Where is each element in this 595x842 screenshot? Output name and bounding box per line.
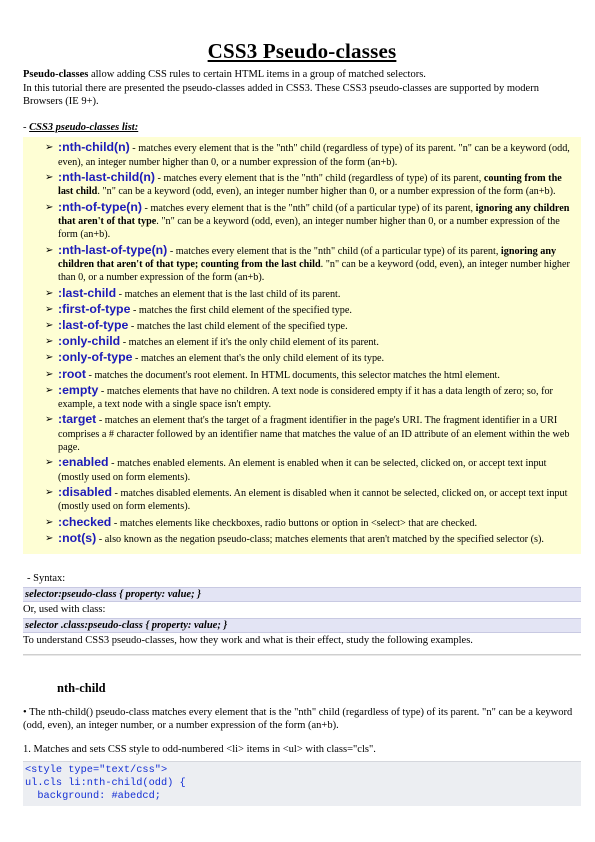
- syntax-code-2: selector .class:pseudo-class { property: value; }: [23, 618, 581, 634]
- section-paragraph-2: 1. Matches and sets CSS style to odd-numbered <li> items in <ul> with class="cls".: [23, 743, 376, 755]
- syntax-or-text: Or, used with class:: [23, 604, 106, 616]
- arrow-bullet-icon: ➢: [45, 532, 54, 544]
- list-heading-label: CSS3 pseudo-classes list:: [29, 121, 139, 133]
- arrow-bullet-icon: ➢: [45, 457, 54, 469]
- arrow-bullet-icon: ➢: [45, 320, 54, 332]
- arrow-bullet-icon: ➢: [45, 516, 54, 528]
- list-item: [45, 413, 575, 454]
- list-item: [45, 351, 575, 365]
- code-line: ul.cls li:nth-child(odd) {: [25, 777, 186, 790]
- pseudo-class-desc: - matches elements like checkboxes, radio buttons or option in <select> that are checked.: [111, 517, 477, 529]
- pseudo-class-desc: - matches every element that is the "nth" child (regardless of type) of its parent. "n" can be a keyword (odd, even), an integer number higher than 0, or a number expression of the form (an+b).: [58, 143, 570, 168]
- pseudo-class-term: :root: [58, 366, 86, 381]
- syntax-label: - Syntax:: [27, 573, 66, 585]
- pseudo-class-desc: - matches an element if it's the only child element of its parent.: [120, 337, 379, 349]
- list-item: [45, 287, 575, 301]
- intro-line-1: [23, 68, 581, 82]
- list-item: [45, 335, 575, 349]
- arrow-bullet-icon: ➢: [45, 287, 54, 299]
- arrow-bullet-icon: ➢: [45, 336, 54, 348]
- list-item: [45, 141, 575, 169]
- arrow-bullet-icon: ➢: [45, 487, 54, 499]
- code-line: <style type="text/css">: [25, 764, 168, 777]
- document-page: [23, 38, 581, 806]
- syntax-section: [23, 572, 581, 648]
- code-line: background: #abedcd;: [25, 789, 161, 802]
- list-item: [45, 532, 575, 546]
- pseudo-class-list: [45, 141, 575, 546]
- pseudo-class-term: :nth-last-of-type(n): [58, 242, 168, 257]
- list-item: [45, 516, 575, 530]
- arrow-bullet-icon: ➢: [45, 142, 54, 154]
- section-heading: nth-child: [57, 681, 106, 696]
- code-example-box: [23, 761, 581, 806]
- arrow-bullet-icon: ➢: [45, 368, 54, 380]
- pseudo-class-desc: - matches the last child element of the specified type.: [128, 321, 348, 333]
- pseudo-class-desc-rest: . "n" can be a keyword (odd, even), an integer number higher than 0, or a number expression of the form (an+b).: [58, 259, 570, 284]
- list-item: [45, 319, 575, 333]
- arrow-bullet-icon: ➢: [45, 244, 54, 256]
- arrow-bullet-icon: ➢: [45, 303, 54, 315]
- pseudo-class-desc: - matches disabled elements. An element is disabled when it cannot be selected, clicked on, or accept text input (mostly used on form elements).: [58, 488, 568, 513]
- intro-line-2: In this tutorial there are presented the pseudo-classes added in CSS3. These CSS3 pseudo-classes are supported by modern Browsers (IE 9+).: [23, 82, 539, 108]
- pseudo-class-desc: - matches an element that's the only child element of its type.: [132, 353, 385, 365]
- list-item: [45, 456, 575, 484]
- arrow-bullet-icon: ➢: [45, 352, 54, 364]
- pseudo-class-desc: - matches the document's root element. In HTML documents, this selector matches the html element.: [86, 369, 500, 381]
- list-heading: [23, 121, 581, 135]
- pseudo-class-desc-bold: ignoring any children that aren't of that type: [58, 202, 570, 227]
- section-divider: [23, 654, 581, 656]
- pseudo-class-desc: - matches enabled elements. An element is enabled when it can be selected, clicked on, or accept text input (mostly used on form elements).: [58, 458, 547, 483]
- list-item: [45, 486, 575, 514]
- pseudo-class-term: :first-of-type: [58, 301, 131, 316]
- pseudo-class-term: :enabled: [58, 455, 109, 470]
- pseudo-class-desc: - matches every element that is the "nth" child (of a particular type) of its parent,: [142, 202, 476, 214]
- list-item: [45, 384, 575, 412]
- section-paragraph-1: • The nth-child() pseudo-class matches every element that is the "nth" child (regardless of type) of its parent. "n" can be a keyword (odd, even), an integer number, or a number expression of the form (an+b).: [23, 706, 573, 732]
- pseudo-class-term: :only-of-type: [58, 350, 133, 365]
- pseudo-class-term: :last-of-type: [58, 318, 129, 333]
- pseudo-class-desc: - matches elements that have no children. A text node is considered empty if it has a data length of zero; so, for example, a text node with a single space isn't empty.: [58, 385, 553, 411]
- pseudo-class-desc: - matches every element that is the "nth" child (regardless of type) of its parent,: [155, 172, 484, 184]
- intro-paragraph: [23, 68, 581, 109]
- arrow-bullet-icon: ➢: [45, 414, 54, 426]
- intro-bold-lead: Pseudo-classes: [23, 69, 89, 80]
- pseudo-class-term: :last-child: [58, 285, 117, 300]
- pseudo-class-desc: - matches an element that is the last child of its parent.: [116, 288, 341, 300]
- pseudo-class-term: :empty: [58, 382, 99, 397]
- pseudo-class-desc-rest: . "n" can be a keyword (odd, even), an integer number higher than 0, or a number expression of the form (an+b).: [58, 216, 560, 241]
- arrow-bullet-icon: ➢: [45, 384, 54, 396]
- list-item: [45, 303, 575, 317]
- arrow-bullet-icon: ➢: [45, 201, 54, 213]
- list-item: [45, 368, 575, 382]
- syntax-note: To understand CSS3 pseudo-classes, how they work and what is their effect, study the following examples.: [23, 635, 473, 647]
- pseudo-class-term: :nth-last-child(n): [58, 169, 155, 184]
- pseudo-class-desc: - matches every element that is the "nth" child (of a particular type) of its parent,: [167, 245, 501, 257]
- pseudo-class-desc-bold: ignoring any children that aren't of that type; counting from the last child: [58, 245, 557, 271]
- intro-line-1-rest: allow adding CSS rules to certain HTML items in a group of matched selectors.: [88, 69, 426, 80]
- list-item: [45, 201, 575, 242]
- pseudo-class-term: :only-child: [58, 334, 121, 349]
- pseudo-class-term: :disabled: [58, 485, 112, 500]
- arrow-bullet-icon: ➢: [45, 171, 54, 183]
- page-title: CSS3 Pseudo-classes: [207, 39, 397, 63]
- pseudo-class-desc: - matches an element that's the target of a fragment identifier in the page's URI. The fragment identifier in a URI comprises a # character followed by an identifier name that matches the value of an ID attribute of an element within the web page.: [58, 415, 570, 454]
- pseudo-class-desc-bold: counting from the last child: [58, 172, 562, 198]
- pseudo-class-desc: - also known as the negation pseudo-class; matches elements that aren't matched by the specified selector (s).: [96, 533, 544, 545]
- pseudo-class-term: :target: [58, 412, 97, 427]
- pseudo-class-desc: - matches the first child element of the specified type.: [130, 304, 352, 316]
- pseudo-class-term: :not(s): [58, 530, 97, 545]
- list-item: [45, 244, 575, 285]
- pseudo-class-term: :checked: [58, 514, 112, 529]
- pseudo-class-list-box: [23, 137, 581, 554]
- pseudo-class-desc-rest: . "n" can be a keyword (odd, even), an integer number higher than 0, or a number expression of the form (an+b).: [97, 186, 556, 198]
- pseudo-class-term: :nth-of-type(n): [58, 199, 142, 214]
- syntax-code-1: selector:pseudo-class { property: value; }: [23, 587, 581, 603]
- list-heading-dash: -: [23, 121, 30, 133]
- list-item: [45, 171, 575, 199]
- pseudo-class-term: :nth-child(n): [58, 140, 130, 155]
